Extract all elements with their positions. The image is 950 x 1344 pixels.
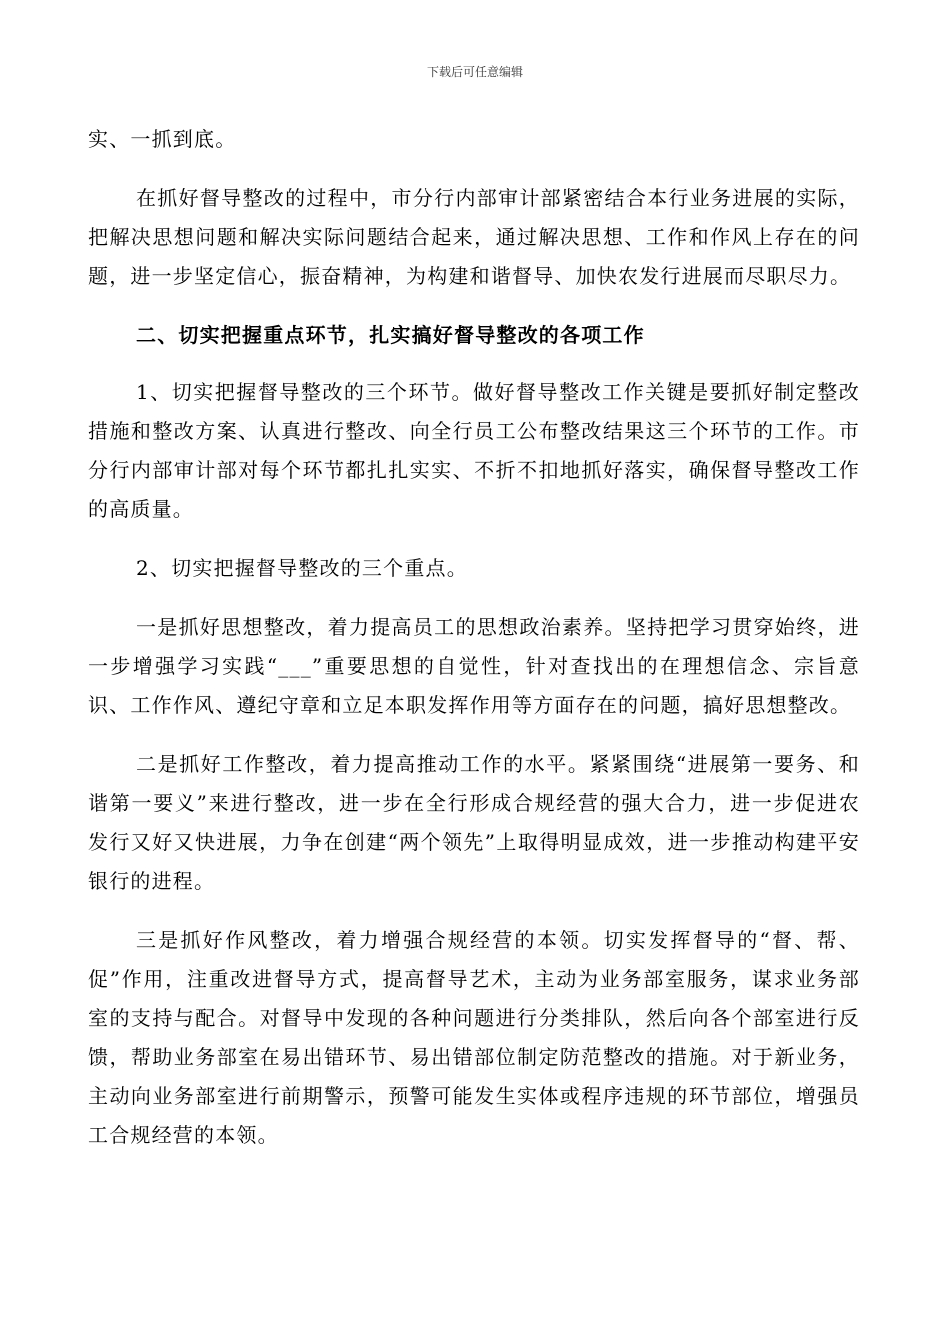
paragraph-continuation: 实、一抓到底。 — [88, 127, 237, 151]
section-heading: 二、切实把握重点环节，扎实搞好督导整改的各项工作 — [136, 323, 645, 347]
paragraph-point-2: 二是抓好工作整改，着力提高推动工作的水平。紧紧围绕“进展第一要务、和谐第一要义”来进行整改，进一步在全行形成合规经营的强大合力，进一步促进农发行又好又快进展，力争在创建“两个领先”上取得明显成效，进一步推动构建平安银行的进程。 — [88, 752, 860, 893]
page-header-note: 下载后可任意编辑 — [426, 65, 523, 79]
paragraph-point-1: 一是抓好思想整改，着力提高员工的思想政治素养。坚持把学习贯穿始终，进一步增强学习实践“___”重要思想的自觉性，针对查找出的在理想信念、宗旨意识、工作作风、遵纪守章和立足本职发挥作用等方面存在的问题，搞好思想整改。 — [88, 615, 860, 717]
paragraph-point-3: 三是抓好作风整改，着力增强合规经营的本领。切实发挥督导的“督、帮、促”作用，注重改进督导方式，提高督导艺术，主动为业务部室服务，谋求业务部室的支持与配合。对督导中发现的各种问题进行分类排队，然后向各个部室进行反馈，帮助业务部室在易出错环节、易出错部位制定防范整改的措施。对于新业务，主动向业务部室进行前期警示，预警可能发生实体或程序违规的环节部位，增强员工合规经营的本领。 — [88, 928, 860, 1147]
paragraph-item-2: 2、切实把握督导整改的三个重点。 — [136, 556, 468, 580]
paragraph-intro: 在抓好督导整改的过程中，市分行内部审计部紧密结合本行业务进展的实际，把解决思想问题和解决实际问题结合起来，通过解决思想、工作和作风上存在的问题，进一步坚定信心，振奋精神，为构建和谐督导、加快农发行进展而尽职尽力。 — [88, 186, 860, 288]
document-body — [88, 120, 860, 1175]
paragraph-item-1: 1、切实把握督导整改的三个环节。做好督导整改工作关键是要抓好制定整改措施和整改方案、认真进行整改、向全行员工公布整改结果这三个环节的工作。市分行内部审计部对每个环节都扎扎实实、不折不扣地抓好落实，确保督导整改工作的高质量。 — [88, 380, 860, 521]
